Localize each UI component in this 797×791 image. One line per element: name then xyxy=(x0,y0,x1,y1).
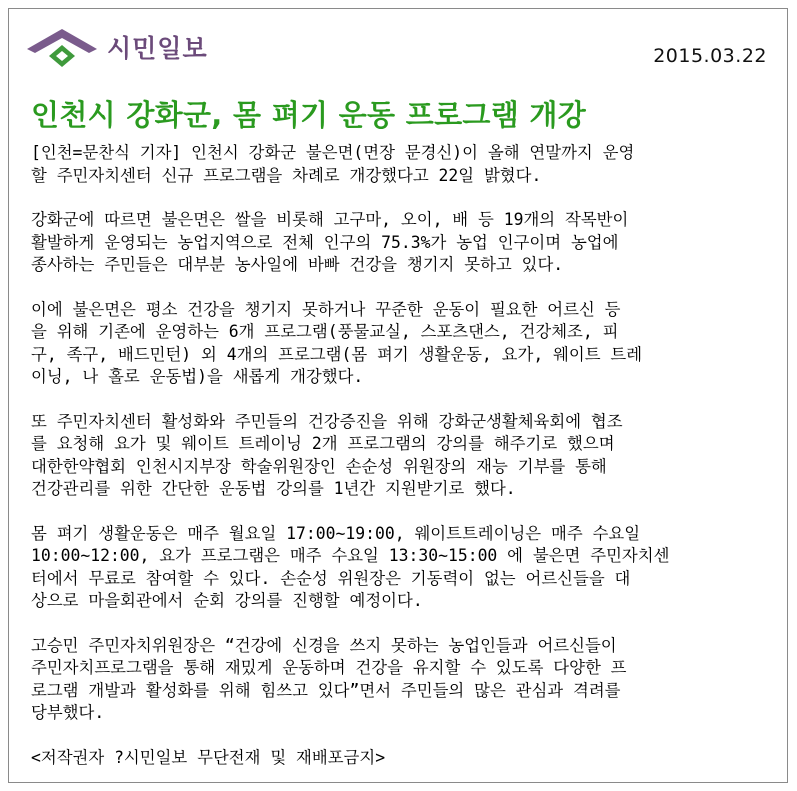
logo-text: 시민일보 xyxy=(107,34,208,63)
paragraph-line: [인천=문찬식 기자] 인천시 강화군 불은면(면장 문경신)이 올해 연말까지 운영 xyxy=(31,143,635,162)
paragraph-line: 구, 족구, 배드민턴) 외 4개의 프로그램(몸 펴기 생활운동, 요가, 웨이트 트레 xyxy=(31,344,643,364)
paragraph-line: 당부했다. xyxy=(31,703,105,722)
paragraph-line: 고승민 주민자치위원장은 “건강에 신경을 쓰지 못하는 농업인들과 어르신들이 xyxy=(31,635,617,655)
page-header xyxy=(9,9,787,79)
paragraph-line: 이에 불은면은 평소 건강을 챙기지 못하거나 꾸준한 운동이 필요한 어르신 등 xyxy=(31,299,621,319)
paragraph-line: 주민자치프로그램을 통해 재밌게 운동하며 건강을 유지할 수 있도록 다양한 프 xyxy=(31,658,627,677)
paragraph-line: 를 요청해 요가 및 웨이트 트레이닝 2개 프로그램의 강의를 해주기로 했으며 xyxy=(31,434,615,453)
paragraph-line: 종사하는 주민들은 대부분 농사일에 바빠 건강을 챙기지 못하고 있다. xyxy=(31,255,564,274)
article-paragraph xyxy=(31,635,767,725)
article-headline: 인천시 강화군, 몸 펴기 운동 프로그램 개강 xyxy=(31,98,587,132)
article-paragraph xyxy=(31,209,767,277)
copyright-notice: <저작권자 ?시민일보 무단전재 및 재배포금지> xyxy=(31,747,386,767)
newspaper-logo[interactable] xyxy=(25,25,225,71)
paragraph-line: 몸 펴기 생활운동은 매주 월요일 17:00~19:00, 웨이트트레이닝은 매주 수요일 xyxy=(31,523,641,543)
article-paragraph xyxy=(31,142,767,187)
paragraph-line: 강화군에 따르면 불은면은 쌀을 비롯해 고구마, 오이, 배 등 19개의 작목반이 xyxy=(31,210,629,229)
article-paragraph xyxy=(31,523,767,613)
paragraph-line: 로그램 개발과 활성화를 위해 힘쓰고 있다”면서 주민들의 많은 관심과 격려를 xyxy=(31,680,621,700)
paragraph-line: 터에서 무료로 참여할 수 있다. 손순성 위원장은 기동력이 없는 어르신들을 대 xyxy=(31,568,631,588)
paragraph-line: 건강관리를 위한 간단한 운동법 강의를 1년간 지원받기로 했다. xyxy=(31,479,516,498)
paragraph-line: 대한한약협회 인천시지부장 학술위원장인 손순성 위원장의 재능 기부를 통해 xyxy=(31,456,607,476)
article-paragraph xyxy=(31,411,767,501)
newspaper-page xyxy=(8,8,788,783)
article-paragraph xyxy=(31,299,767,389)
paragraph-line: 10:00~12:00, 요가 프로그램은 매주 수요일 13:30~15:00 에 불은면 주민자치센 xyxy=(31,546,670,565)
publish-date: 2015.03.22 xyxy=(653,45,767,67)
paragraph-line: 또 주민자치센터 활성화와 주민들의 건강증진을 위해 강화군생활체육회에 협조 xyxy=(31,411,623,431)
paragraph-line: 상으로 마을회관에서 순회 강의를 진행할 예정이다. xyxy=(31,591,423,610)
paragraph-line: 을 위해 기존에 운영하는 6개 프로그램(풍물교실, 스포츠댄스, 건강체조, 피 xyxy=(31,322,619,341)
paragraph-line: 이닝, 나 홀로 운동법)을 새롭게 개강했다. xyxy=(31,367,364,386)
paragraph-line: 활발하게 운영되는 농업지역으로 전체 인구의 75.3%가 농업 인구이며 농업에 xyxy=(31,232,619,252)
article-body xyxy=(31,142,767,769)
roof-diamond-logo-icon xyxy=(25,27,99,67)
paragraph-line: 할 주민자치센터 신규 프로그램을 차례로 개강했다고 22일 밝혔다. xyxy=(31,165,542,185)
